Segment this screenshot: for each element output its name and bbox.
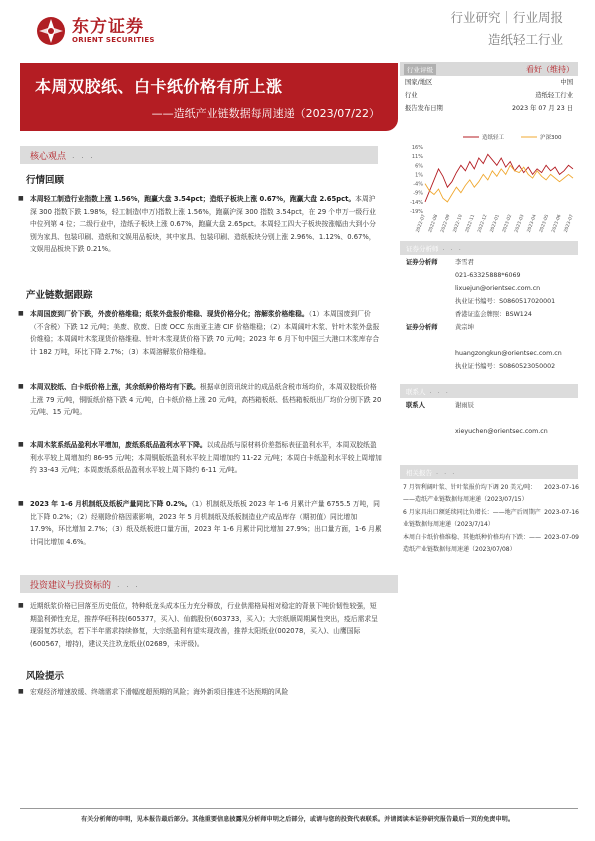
- y-tick-label: -14%: [410, 199, 423, 206]
- paragraph-body: 近期纸浆价格已回落至历史低位，特种纸龙头成本压力充分释放，行业供需格局相对稳定的背景下吨价韧性较强，短期盈利弹性充足，推荐华旺科技(605377，买入)、仙鹤股份(603733，买入)；大宗纸顺周期属性突出，疫后需求呈现弱复苏状态，若下半年需求持续修复，大宗纸盈利有望实现改善，推荐太阳纸业(002078，买入)、山鹰国际(600567，增持)，建议关注玖龙纸业(02689，未评级)。: [30, 602, 378, 648]
- related-bar: 相关报告 . . .: [400, 465, 578, 479]
- x-tick-label: 2022-09: [440, 213, 452, 234]
- x-tick-label: 2023-04: [526, 213, 538, 234]
- core-view-title: 核心观点: [30, 151, 67, 162]
- related-report-item[interactable]: [403, 482, 579, 505]
- report-type: 行业研究｜行业周报: [450, 10, 563, 25]
- contact-bar-title: 联系人: [406, 387, 426, 396]
- paragraph-risk: [18, 686, 382, 699]
- advice-title: 投资建议与投资标的: [30, 580, 112, 591]
- x-tick-label: 2022-07: [415, 213, 427, 234]
- paragraph-output: [18, 498, 382, 548]
- x-tick-label: 2023-01: [489, 213, 501, 234]
- paragraph-body: （1）机制纸及纸板 2023 年 1-6 月累计产量 6755.5 万吨，同比下降 0.2%；（2）经剔除价格因素影响，2023 年 5 月机制纸及纸板制造业产成品库存（期初值）同比增加 17.9%，环比增加 2.7%；（3）纸及纸板进口量方面，2023 年 1-6 月累计同比增加 27.9%；出口量方面，1-6 月累计同比增加 4.6%。: [30, 500, 382, 546]
- analyst-email[interactable]: huangzongkun@orientsec.com.cn: [455, 350, 562, 357]
- paragraph-lead: 2023 年 1-6 月机制纸及纸板产量同比下降 0.2%。: [30, 500, 192, 508]
- report-industry: 造纸轻工行业: [487, 32, 563, 47]
- x-tick-label: 2022-08: [428, 213, 440, 234]
- analyst-name: 黄宗坤: [455, 324, 474, 331]
- chain-heading: 产业链数据跟踪: [26, 290, 93, 301]
- analysts-bar: 证券分析师 . . .: [400, 241, 578, 255]
- info-value: 2023 年 07 月 23 日: [512, 105, 573, 112]
- index-performance-chart: [403, 131, 579, 243]
- rating-value: 看好（维持）: [526, 64, 574, 74]
- x-tick-label: 2023-05: [539, 213, 551, 234]
- related-report-title[interactable]: 6 月家具出口额延续同比负增长：——地产后周期产业链数据每周速递（2023/7/14）: [403, 509, 541, 528]
- rating-tag: 行业评级: [404, 64, 436, 75]
- analyst-cert: 执业证书编号：S0860517020001: [455, 298, 556, 305]
- y-tick-label: -9%: [413, 190, 423, 197]
- contact-card: [406, 399, 578, 438]
- info-key: 报告发布日期: [405, 105, 443, 112]
- contact-email[interactable]: xieyuchen@orientsec.com.cn: [455, 428, 548, 435]
- paragraph-profit: [18, 439, 382, 477]
- related-report-date: 2023-07-09: [544, 534, 579, 541]
- report-title: 本周双胶纸、白卡纸价格有所上涨: [35, 77, 283, 96]
- paragraph-pulp: [18, 308, 382, 358]
- footer-divider: [20, 808, 578, 809]
- paragraph-market: [18, 193, 382, 256]
- bullet-icon: ■: [18, 688, 24, 695]
- related-report-item[interactable]: [403, 507, 579, 530]
- paragraph-body: 以成品纸与原材料价差指标表征盈利水平，本周双胶纸盈利水平较上周增加约 86-95 元/吨；本周铜版纸盈利水平较上周增加约 11-22 元/吨；本周白卡纸盈利水平较上周增加约 33-43 元/吨；本周废纸系纸品盈利水平较上周下降约 6-11 元/吨。: [30, 441, 382, 475]
- contact-name: 谢雨辰: [455, 402, 474, 409]
- related-report-date: 2023-07-16: [544, 484, 579, 491]
- y-tick-label: 16%: [411, 145, 423, 151]
- paragraph-lead: 本周轻工制造行业指数上涨 1.56%，跑赢大盘 3.54pct；造纸子板块上涨 0.67%，跑赢大盘 2.65pct。: [30, 195, 356, 203]
- advice-bar: 投资建议与投资标的 . . .: [20, 575, 398, 593]
- report-category: [450, 10, 563, 48]
- paragraph-advice: [18, 600, 382, 650]
- core-view-bar: 核心观点 . . .: [20, 146, 378, 164]
- bullet-icon: ■: [18, 195, 24, 202]
- paragraph-body: 本周沪深 300 指数下跌 1.98%，轻工制造(申万)指数上涨 1.56%，跑赢沪深 300 指数 3.54pct，在 29 个申万一级行业中位列第 4 位；二级行业中，造纸子板块上涨 0.67%，跑赢大盘 2.65pct。本周轻工四大子板块按涨幅由大到小分别为家具、包装印刷、造纸和文娱用品板块，其中家具、包装印刷、造纸板块分别上涨 2.96%、1.12%、0.67%，文娱用品板块下跌 0.21%。: [30, 195, 376, 254]
- x-tick-label: 2023-03: [514, 213, 526, 234]
- related-list: [403, 482, 579, 557]
- paragraph-paper-price: [18, 381, 382, 419]
- info-row: [400, 76, 578, 89]
- x-tick-label: 2022-10: [452, 213, 464, 234]
- bullet-icon: ■: [18, 383, 24, 390]
- bullet-icon: ■: [18, 500, 24, 507]
- brand-logo: [36, 14, 196, 48]
- bullet-icon: ■: [18, 441, 24, 448]
- brand-name-cn: 东方证券: [72, 16, 144, 37]
- info-key: 行业: [405, 92, 418, 99]
- analyst-phone: 021-63325888*6069: [455, 272, 521, 279]
- legend-label: 造纸轻工: [482, 135, 505, 141]
- info-row: [400, 89, 578, 102]
- x-tick-label: 2023-06: [551, 213, 563, 234]
- paragraph-body: 宏观经济增速放缓、终端需求下滑幅度超预期的风险；海外新项目推进不达预期的风险: [30, 688, 289, 696]
- y-tick-label: 1%: [415, 172, 423, 179]
- x-tick-label: 2023-07: [563, 213, 575, 234]
- y-tick-label: -4%: [413, 181, 423, 188]
- paragraph-lead: 本周木浆系纸品盈利水平增加，废纸系纸品盈利水平下降。: [30, 441, 207, 449]
- legend-label: 沪深300: [540, 135, 562, 141]
- risk-heading: 风险提示: [26, 671, 65, 682]
- logo-mark-icon: [36, 16, 66, 46]
- related-report-title[interactable]: 7 月智利阔叶浆、针叶浆报价均下调 20 美元/吨：——造纸产业链数据每周速递（2023/07/15）: [403, 484, 537, 503]
- analyst-cert: 执业证书编号：S0860523050002: [455, 363, 556, 370]
- market-review-heading: 行情回顾: [26, 175, 65, 186]
- analyst-card: [406, 256, 578, 373]
- related-report-title[interactable]: 本周白卡纸价格维稳、其他纸种价格均有下跌：——造纸产业链数据每周速递（2023/07/08）: [403, 534, 542, 553]
- brand-name-en: ORIENT SECURITIES: [72, 35, 155, 44]
- y-tick-label: -19%: [410, 209, 423, 215]
- paragraph-lead: 本周双胶纸、白卡纸价格上涨，其余纸种价格均有下跌。: [30, 383, 200, 391]
- info-value: 中国: [560, 79, 573, 86]
- rating-info-table: [400, 62, 578, 115]
- x-tick-label: 2022-12: [477, 213, 489, 234]
- info-row: [400, 102, 578, 115]
- contact-role: 联系人: [406, 402, 425, 409]
- analyst-role: 证券分析师: [406, 324, 438, 331]
- x-tick-label: 2023-02: [502, 213, 514, 234]
- x-tick-label: 2022-11: [465, 213, 477, 234]
- report-subtitle: ——造纸产业链数据每周速递（2023/07/22）: [151, 107, 380, 120]
- paragraph-body: （1）本周国废到厂价（不含税）下跌 12 元/吨；美废、欧废、日废 OCC 东南亚主港 CIF 价格维稳；（2）本周阔叶木浆、针叶木浆外盘报价维稳；本周阔叶木浆现货价格维稳、针叶木浆现货价格下跌 70 元/吨；2023 年 6 月下旬中国三大港口木浆库存合计 182 万吨，环比下降 2.7%；（3）本周溶解浆价格维稳。: [30, 310, 380, 356]
- related-report-date: 2023-07-16: [544, 509, 579, 516]
- analyst-name: 李雪君: [455, 259, 474, 266]
- series-line: [425, 154, 573, 202]
- title-banner: [20, 63, 398, 131]
- bullet-icon: ■: [18, 310, 24, 317]
- analyst-email[interactable]: lixuejun@orientsec.com.cn: [455, 285, 541, 292]
- info-value: 造纸轻工行业: [535, 92, 573, 99]
- footer-disclaimer: 有关分析师的申明，见本报告最后部分。其他重要信息披露见分析师申明之后部分，或请与您的投资代表联系。并请阅读本证券研究报告最后一页的免责申明。: [80, 816, 515, 823]
- analysts-bar-title: 证券分析师: [406, 244, 439, 253]
- analyst-role: 证券分析师: [406, 259, 438, 266]
- contact-bar: 联系人 . . .: [400, 384, 578, 398]
- related-bar-title: 相关报告: [406, 468, 432, 477]
- paragraph-lead: 本周国废到厂价下跌，外废价格维稳；纸浆外盘报价维稳、现货价格分化；溶解浆价格维稳。: [30, 310, 309, 318]
- y-tick-label: 11%: [411, 154, 423, 161]
- paragraph-body: 根据卓创资讯统计的成品纸含税市场均价，本周双胶纸价格上涨 79 元/吨，铜版纸价格下跌 4 元/吨，白卡纸价格上涨 20 元/吨，高档箱板纸、低档箱板纸出厂均价分别下跌 20 元/吨、15 元/吨。: [30, 383, 382, 417]
- analyst-hk-license: 香港证监会牌照：BSW124: [455, 311, 532, 318]
- info-key: 国家/地区: [405, 79, 433, 86]
- bullet-icon: ■: [18, 602, 24, 609]
- rating-header: [400, 62, 578, 76]
- related-report-item[interactable]: [403, 532, 579, 555]
- y-tick-label: 6%: [415, 163, 423, 170]
